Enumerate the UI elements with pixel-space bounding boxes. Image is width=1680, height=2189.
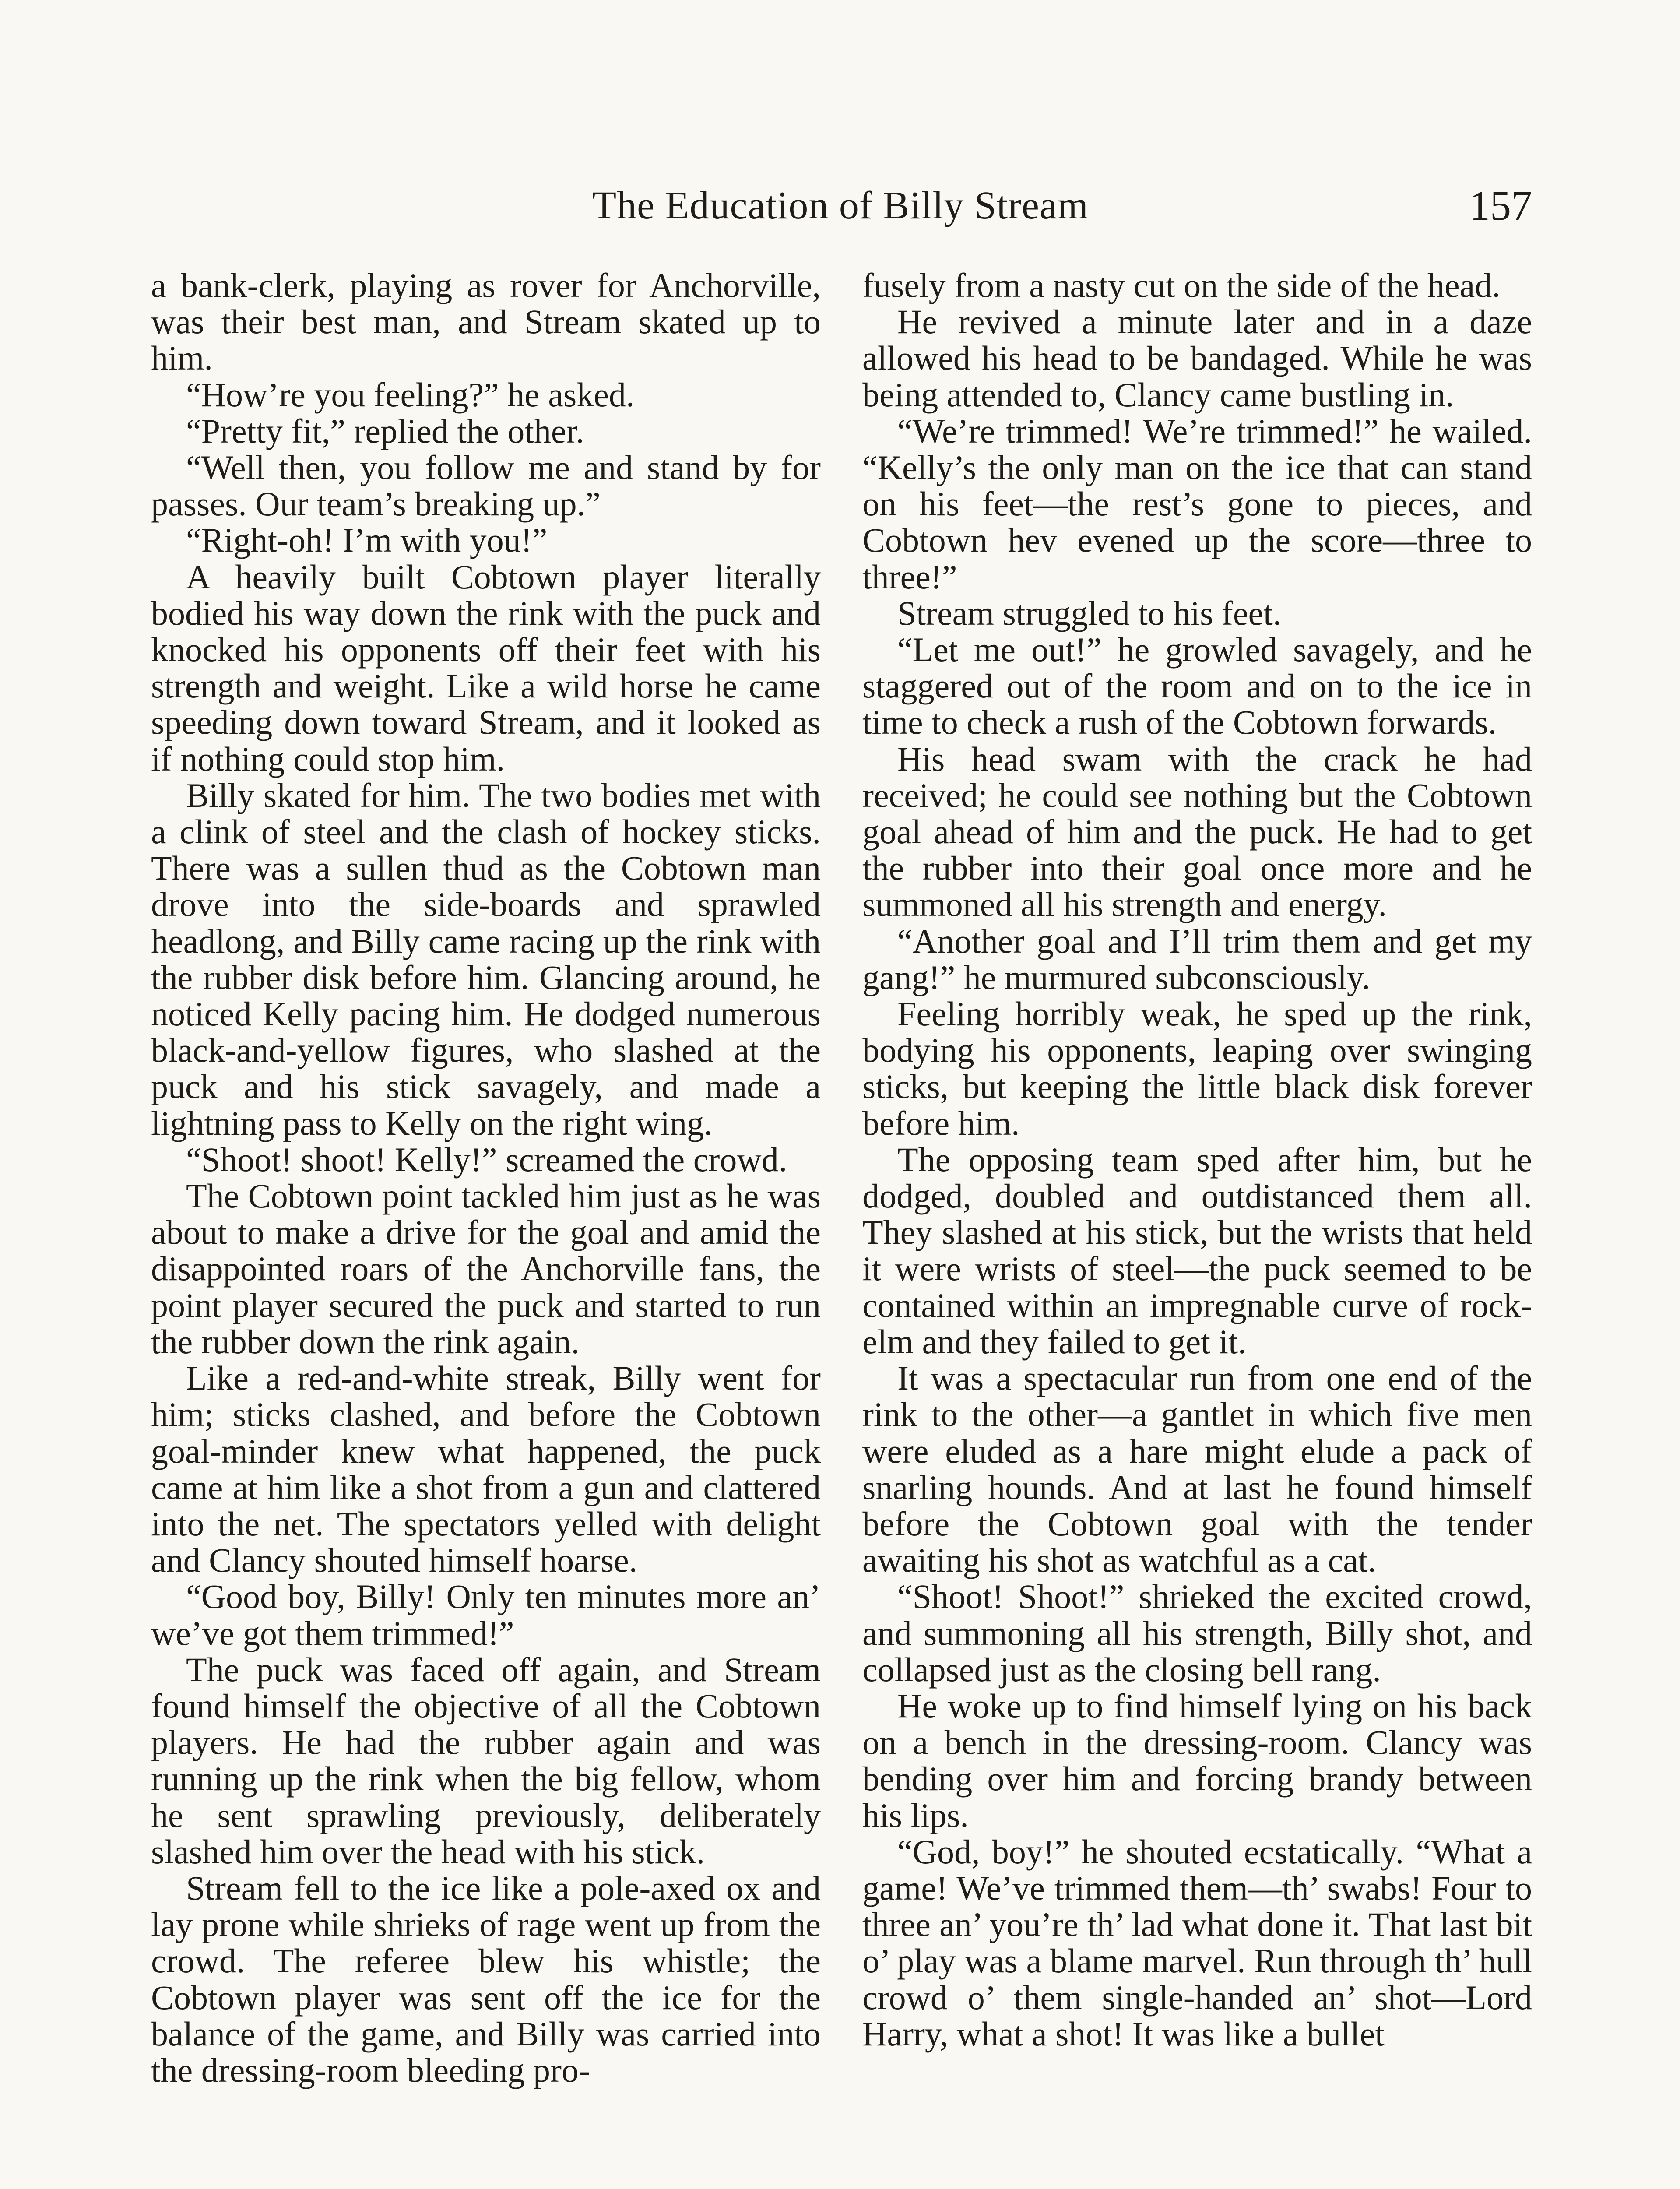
paragraph: fusely from a nasty cut on the side of the head. xyxy=(862,266,1501,304)
paragraph: “We’re trimmed! We’re trimmed!” he wailed. “Kelly’s the only man on the ice that can stand on his feet—the rest’s gone to pieces, and Cobtown hev evened up the score—three to three!” xyxy=(862,412,1532,596)
paragraph: He revived a minute later and in a daze allowed his head to be bandaged. While he was being attended to, Clancy came bustling in. xyxy=(862,303,1532,414)
left-text-column xyxy=(151,267,821,2189)
paragraph: a bank-clerk, playing as rover for Anchorville, was their best man, and Stream skated up to him. xyxy=(151,266,821,377)
paragraph: Billy skated for him. The two bodies met with a clink of steel and the clash of hockey sticks. There was a sullen thud as the Cobtown man drove into the side-boards and sprawled headlong, and Billy came racing up the rink with the rubber disk before him. Glancing around, he noticed Kelly pacing him. He dodged numerous black-and-yellow figures, who slashed at the puck and his stick savagely, and made a lightning pass to Kelly on the right wing. xyxy=(151,776,821,1142)
paragraph: “Another goal and I’ll trim them and get my gang!” he murmured subconsciously. xyxy=(862,922,1532,996)
paragraph: Stream fell to the ice like a pole-axed ox and lay prone while shrieks of rage went up from the crowd. The referee blew his whistle; the Cobtown player was sent off the ice for the balance of the game, and Billy was carried into the dressing-room bleeding pro- xyxy=(151,1869,821,2089)
paragraph: His head swam with the crack he had received; he could see nothing but the Cobtown goal ahead of him and the puck. He had to get the rubber into their goal once more and he summoned all his strength and energy. xyxy=(862,739,1532,924)
paragraph: “Shoot! shoot! Kelly!” screamed the crowd. xyxy=(186,1140,787,1179)
paragraph: “Shoot! Shoot!” shrieked the excited crowd, and summoning all his strength, Billy shot, and collapsed just as the closing bell rang. xyxy=(862,1577,1532,1689)
paragraph: The Cobtown point tackled him just as he was about to make a drive for the goal and amid the disappointed roars of the Anchorville fans, the point player secured the puck and started to run the rubber down the rink again. xyxy=(151,1177,821,1361)
paragraph: “God, boy!” he shouted ecstatically. “What a game! We’ve trimmed them—th’ swabs! Four to three an’ you’re th’ lad what done it. That last bit o’ play was a blame marvel. Run through th’ hull crowd o’ them single-handed an’ shot—Lord Harry, what a shot! It was like a bullet xyxy=(862,1832,1532,2053)
paragraph: “Pretty fit,” replied the other. xyxy=(186,412,584,450)
paragraph: “Let me out!” he growled savagely, and he staggered out of the room and on to the ice in time to check a rush of the Cobtown forwards. xyxy=(862,630,1532,742)
paragraph: He woke up to find himself lying on his back on a bench in the dressing-room. Clancy was bending over him and forcing brandy between his lips. xyxy=(862,1686,1532,1834)
paragraph: Stream struggled to his feet. xyxy=(897,594,1282,632)
running-title: The Education of Billy Stream xyxy=(592,184,1089,227)
right-text-column xyxy=(862,267,1532,2189)
paragraph: “How’re you feeling?” he asked. xyxy=(186,375,635,414)
page-number: 157 xyxy=(1469,182,1532,229)
paragraph: Feeling horribly weak, he sped up the rink, bodying his opponents, leaping over swinging sticks, but keeping the little black disk forever before him. xyxy=(862,995,1532,1142)
paragraph: The puck was faced off again, and Stream found himself the objective of all the Cobtown players. He had the rubber again and was running up the rink when the big fellow, whom he sent sprawling previously, deliberately slashed him over the head with his stick. xyxy=(151,1650,821,1871)
paragraph: “Right-oh! I’m with you!” xyxy=(186,521,548,560)
paragraph: Like a red-and-white streak, Billy went for him; sticks clashed, and before the Cobtown goal-minder knew what happened, the puck came at him like a shot from a gun and clattered into the net. The spectators yelled with delight and Clancy shouted himself hoarse. xyxy=(151,1359,821,1580)
paragraph: A heavily built Cobtown player literally bodied his way down the rink with the puck and knocked his opponents off their feet with his strength and weight. Like a wild horse he came speeding down toward Stream, and it looked as if nothing could stop him. xyxy=(151,557,821,778)
paragraph: “Good boy, Billy! Only ten minutes more an’ we’ve got them trimmed!” xyxy=(151,1577,821,1652)
paragraph: “Well then, you follow me and stand by for passes. Our team’s breaking up.” xyxy=(151,448,821,523)
running-header xyxy=(149,173,1532,239)
paragraph: It was a spectacular run from one end of the rink to the other—a gantlet in which five men were eluded as a hare might elude a pack of snarling hounds. And at last he found himself before the Cobtown goal with the tender awaiting his shot as watchful as a cat. xyxy=(862,1359,1532,1580)
paragraph: The opposing team sped after him, but he dodged, doubled and outdistanced them all. They slashed at his stick, but the wrists that held it were wrists of steel—the puck seemed to be contained within an impregnable curve of rock-elm and they failed to get it. xyxy=(862,1140,1532,1361)
